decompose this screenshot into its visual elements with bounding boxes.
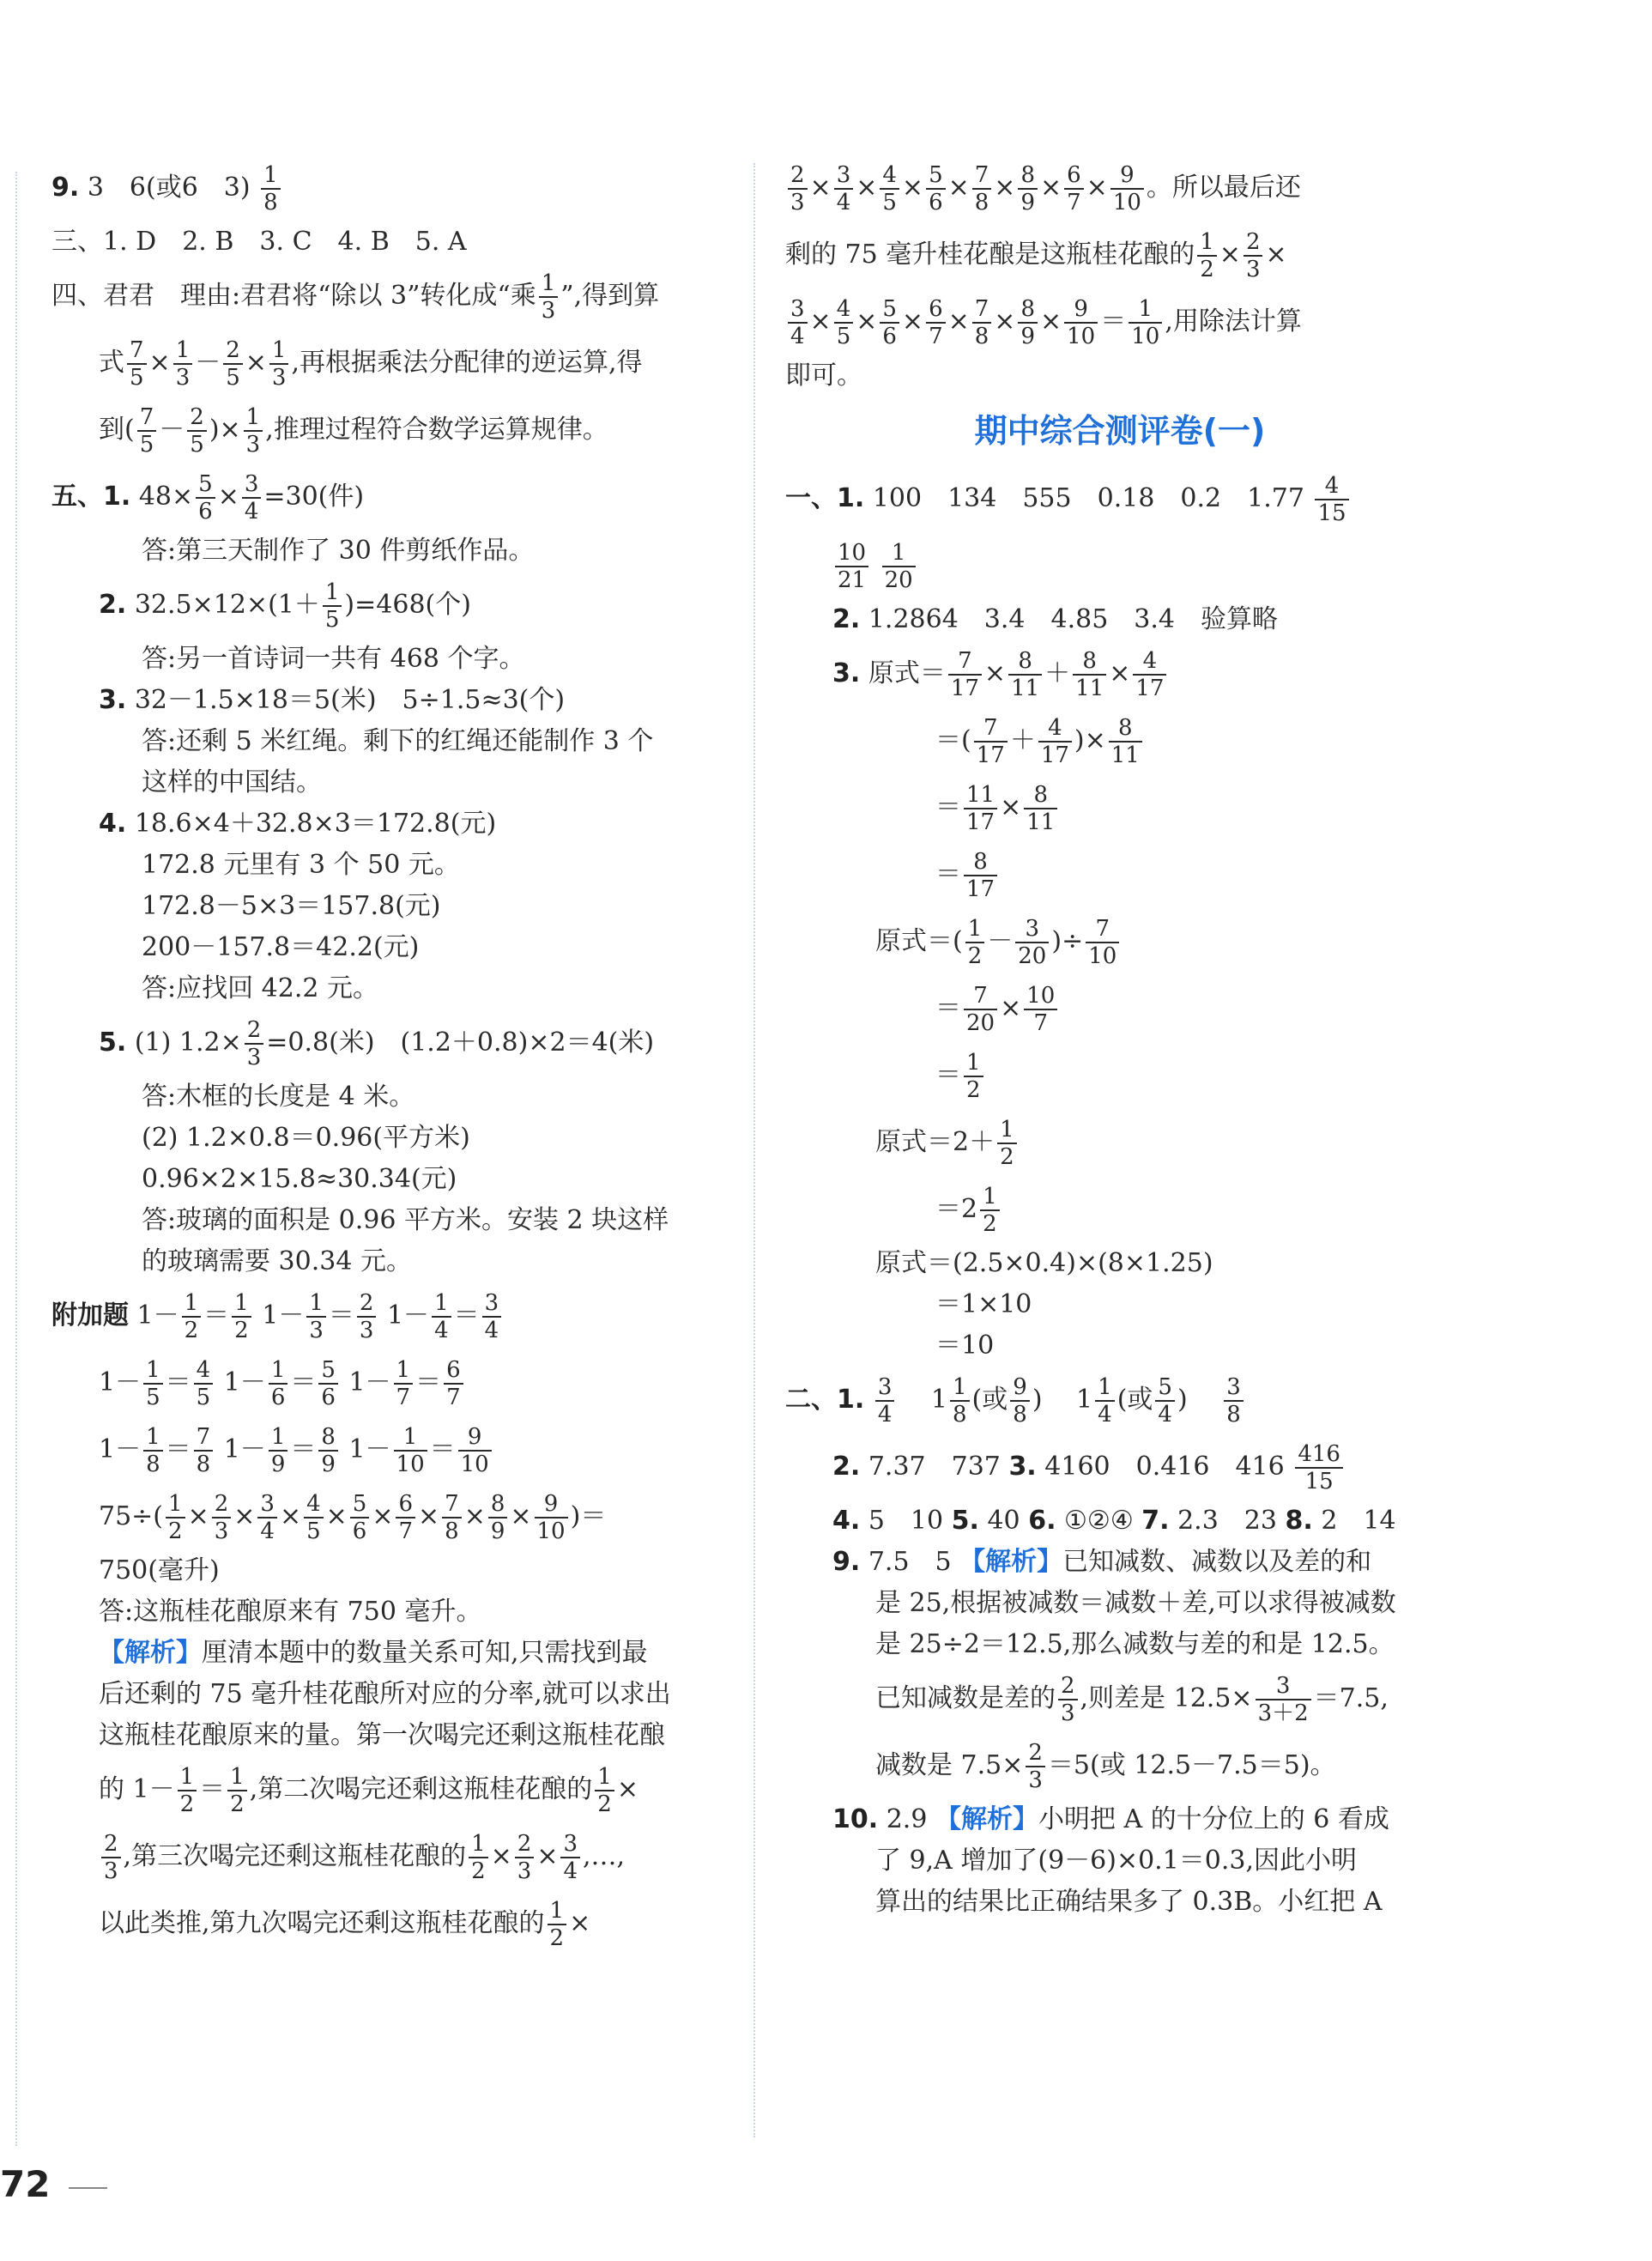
fraction: $\frac{1}{2}$ — [182, 1290, 202, 1343]
analysis-text: 算出的结果比正确结果多了 0.3B。小红把 A — [875, 1887, 1383, 1917]
fraction: $\frac{3}{4}$ — [875, 1374, 895, 1428]
fraction: $\frac{4}{17}$ — [1133, 648, 1166, 701]
fraction: $\frac{3}{4}$ — [834, 162, 854, 215]
fraction: $\frac{5}{6}$ — [880, 296, 899, 349]
answer-values: 1.2864 3.4 4.85 3.4 验算略 — [868, 604, 1279, 634]
analysis-text: 已知减数是差的 — [875, 1683, 1056, 1713]
answer-values: 7.37 737 — [868, 1452, 1001, 1482]
left-column — [51, 155, 738, 1957]
extra-line1: 附加题 1－ $\frac{1}{2}$ ＝ $\frac{1}{2}$ 1－ $\frac{1}{3}$ ＝ $\frac{2}{3}$ 1－ $\frac{1}{4}$ ＝ $\frac{3}{4}$ — [51, 1282, 738, 1349]
page-number-rule — [69, 2187, 107, 2189]
section5-q1: 五、1. 48× $\frac{5}{6}$ × $\frac{3}{4}$ =30(件) — [51, 471, 365, 524]
fraction: $\frac{4}{15}$ — [1315, 473, 1348, 526]
fraction: $\frac{9}{10}$ — [458, 1424, 492, 1477]
fraction: $\frac{2}{3}$ — [357, 1290, 377, 1343]
calc-label: 原式 — [875, 1127, 927, 1157]
section4-text: 四、君君 理由:君君将“除以 3”转化成“乘 — [51, 281, 536, 311]
part2-q2-q3 — [785, 1434, 1455, 1500]
q9-text: 3 6(或6 3) — [87, 173, 251, 203]
analysis-text: 后还剩的 75 毫升桂花酿所对应的分率,就可以求出 — [99, 1679, 671, 1709]
q-number: 2. — [832, 1452, 861, 1482]
calc-text: ＝1×10 — [935, 1289, 1032, 1319]
q5-line — [51, 1159, 738, 1200]
fraction: $\frac{1}{2}$ — [980, 1184, 1000, 1237]
fraction: $\frac{1}{3}$ — [173, 337, 193, 391]
fraction: $\frac{2}{3}$ — [515, 1831, 535, 1884]
fraction: $\frac{7}{8}$ — [442, 1491, 462, 1544]
analysis-text: 减数是 7.5× — [875, 1750, 1024, 1780]
fraction: $\frac{3}{3+2}$ — [1256, 1673, 1311, 1726]
fraction: $\frac{9}{8}$ — [1010, 1374, 1030, 1428]
equation-text: 750(毫升) — [99, 1555, 220, 1585]
q5-number: 5. — [99, 1027, 127, 1058]
answer-text: 答:另一首诗词一共有 468 个字。 — [142, 644, 525, 674]
q-number: 6. — [1028, 1506, 1056, 1536]
q-number: 7. — [1141, 1506, 1170, 1536]
fraction: $\frac{1}{2}$ — [964, 1050, 983, 1103]
fraction: $\frac{3}{4}$ — [788, 296, 808, 349]
fraction: $\frac{1}{2}$ — [997, 1117, 1017, 1170]
q-number: 5. — [951, 1506, 979, 1536]
analysis-text: 以此类推,第九次喝完还剩这瓶桂花酿的 — [99, 1908, 545, 1938]
fraction: $\frac{8}{9}$ — [1018, 296, 1038, 349]
part1-number: 一、1. — [785, 483, 865, 513]
analysis-text: ,则差是 12.5× — [1080, 1683, 1253, 1713]
answer-values: 4160 0.416 416 — [1044, 1452, 1285, 1482]
analysis-text: ＝5(或 12.5－7.5＝5)。 — [1047, 1750, 1336, 1780]
continued-line1: $\frac{2}{3}$ × $\frac{3}{4}$ × $\frac{4}{5}$ × $\frac{5}{6}$ × $\frac{7}{8}$ × $\frac{8}{9}$ × $\frac{6}{7}$ × $\frac{9}{10}$ 。所以最后还 — [785, 155, 1455, 221]
q4-line — [51, 927, 738, 968]
fraction: $\frac{7}{8}$ — [972, 162, 992, 215]
fraction: $\frac{4}{5}$ — [194, 1357, 214, 1410]
answer-values: 2 14 — [1321, 1506, 1396, 1536]
fraction: $\frac{1}{4}$ — [432, 1290, 451, 1343]
fraction: $\frac{7}{17}$ — [948, 648, 982, 701]
q2-line: 2. 32.5×12×(1＋ $\frac{1}{5}$ )=468(个) — [99, 579, 471, 633]
fraction: $\frac{8}{11}$ — [1073, 648, 1106, 701]
fraction: $\frac{4}{17}$ — [1038, 715, 1072, 768]
fraction: $\frac{2}{3}$ — [1026, 1740, 1045, 1793]
answer-text: 答:玻璃的面积是 0.96 平方米。安装 2 块这样 — [142, 1205, 669, 1235]
section3-line — [51, 221, 738, 263]
answer-line — [51, 762, 738, 803]
fraction: $\frac{1}{10}$ — [394, 1424, 427, 1477]
answer-text: 这样的中国结。 — [142, 767, 322, 797]
analysis-text: 厘清本题中的数量关系可知,只需找到最 — [202, 1638, 648, 1668]
section4-line1 — [51, 263, 738, 330]
answer-values: 40 — [987, 1506, 1020, 1536]
calc-step: ＝ $\frac{11}{17}$ × $\frac{8}{11}$ — [785, 774, 1455, 841]
equation-text: 200－157.8＝42.2(元) — [142, 932, 420, 962]
calc-text: ＝10 — [935, 1331, 995, 1361]
answer-values: 7.5 5 — [868, 1547, 952, 1577]
fraction: $\frac{8}{9}$ — [488, 1491, 508, 1544]
section4-text: ”,得到算 — [560, 281, 660, 311]
fraction: $\frac{1}{3}$ — [306, 1290, 326, 1343]
fraction: $\frac{1}{2}$ — [232, 1290, 251, 1343]
fraction: $\frac{8}{9}$ — [1018, 162, 1038, 215]
equation-text: =0.8(米) (1.2＋0.8)×2＝4(米) — [266, 1027, 655, 1058]
fraction: $\frac{416}{15}$ — [1295, 1441, 1343, 1494]
fraction: $\frac{3}{4}$ — [242, 471, 262, 524]
analysis-text: 即可。 — [785, 361, 862, 391]
fraction: $\frac{6}{7}$ — [396, 1491, 415, 1544]
q-number: 4. — [832, 1506, 861, 1536]
fraction: $\frac{5}{6}$ — [196, 471, 215, 524]
extra-line5 — [51, 1550, 738, 1591]
fraction: $\frac{1}{4}$ — [1095, 1374, 1115, 1428]
q3-number: 3. — [99, 685, 127, 715]
fraction: $\frac{2}{3}$ — [1058, 1673, 1078, 1726]
equation-text: 0.96×2×15.8≈30.34(元) — [142, 1164, 457, 1194]
fraction: $\frac{4}{5}$ — [880, 162, 899, 215]
q5-line — [51, 1076, 738, 1118]
fraction: $\frac{3}{8}$ — [1224, 1374, 1244, 1428]
calc-step: ＝ $\frac{1}{2}$ — [785, 1042, 1455, 1109]
answer-line — [51, 721, 738, 762]
fraction: $\frac{1}{7}$ — [394, 1357, 414, 1410]
part2-q1: 二、1. $\frac{3}{4}$ 1 $\frac{1}{8}$ (或 $\frac{9}{8}$ ) 1 $\frac{1}{4}$ (或 $\frac{5}{4}$ ) $\frac{3}{8}$ — [785, 1367, 1455, 1434]
fraction: $\frac{5}{6}$ — [926, 162, 946, 215]
q9-analysis — [785, 1624, 1455, 1665]
fraction: $\frac{2}{3}$ — [1244, 229, 1263, 282]
analysis-text: 小明把 A 的十分位上的 6 看成 — [1038, 1804, 1389, 1834]
q9-line — [51, 155, 738, 221]
column-divider — [753, 163, 755, 2137]
part1-q1-cont — [785, 532, 1455, 599]
calc4-line — [785, 1243, 1455, 1284]
analysis-text: 已知减数、减数以及差的和 — [1062, 1547, 1372, 1577]
fraction: $\frac{1}{2}$ — [548, 1898, 567, 1951]
q9-analysis — [785, 1732, 1455, 1799]
q5-line — [51, 1118, 738, 1159]
q-number: 8. — [1285, 1506, 1313, 1536]
analysis-line5: $\frac{2}{3}$ ,第三次喝完还剩这瓶桂花酿的 $\frac{1}{2}$ × $\frac{2}{3}$ × $\frac{3}{4}$ ,…, — [51, 1823, 738, 1890]
left-margin-rule — [15, 172, 17, 2146]
fraction: $\frac{1}{5}$ — [323, 579, 342, 633]
q5-line — [51, 1009, 738, 1076]
equation-text: 32.5×12× — [134, 590, 269, 620]
calc-step: ＝ $\frac{8}{17}$ — [785, 841, 1455, 908]
fraction: $\frac{5}{6}$ — [350, 1491, 370, 1544]
fraction: $\frac{7}{8}$ — [194, 1424, 214, 1477]
q9-analysis — [785, 1665, 1455, 1732]
answer-values: ①②④ — [1064, 1506, 1134, 1536]
analysis-tag: 【解析】 — [959, 1547, 1063, 1577]
calc2-line: 原式＝( $\frac{1}{2}$ － $\frac{3}{20}$ )÷ $\frac{7}{10}$ — [785, 908, 1455, 975]
q4-line — [51, 886, 738, 927]
fraction: $\frac{1}{2}$ — [178, 1764, 197, 1817]
continued-line2: 剩的 75 毫升桂花酿是这瓶桂花酿的 $\frac{1}{2}$ × $\frac{2}{3}$ × — [785, 229, 1287, 282]
answer-text: 答:还剩 5 米红绳。剩下的红绳还能制作 3 个 — [142, 726, 654, 756]
answer-values: 2.3 23 — [1177, 1506, 1277, 1536]
section4-text: 到 — [99, 415, 124, 445]
q4-line — [51, 968, 738, 1009]
analysis-line2 — [51, 1674, 738, 1715]
answer-text: 答:木框的长度是 4 米。 — [142, 1082, 415, 1112]
calc-text: ＝(2.5×0.4)×(8×1.25) — [927, 1248, 1213, 1278]
fraction: $\frac{8}{11}$ — [1024, 782, 1057, 835]
answer-values: 2.9 — [886, 1804, 928, 1834]
q3-line — [51, 680, 738, 721]
continued-line3: $\frac{3}{4}$ × $\frac{4}{5}$ × $\frac{5}{6}$ × $\frac{6}{7}$ × $\frac{7}{8}$ × $\frac{8}{9}$ × $\frac{9}{10}$ ＝ $\frac{1}{10}$ ,用除法计算 — [785, 288, 1455, 355]
fraction: $\frac{5}{4}$ — [1155, 1374, 1175, 1428]
equation-text: 172.8－5×3＝157.8(元) — [142, 891, 441, 921]
part1-q3: 3. 原式＝ $\frac{7}{17}$ × $\frac{8}{11}$ ＋ $\frac{8}{11}$ × $\frac{4}{17}$ — [785, 640, 1455, 707]
fraction: $\frac{3}{4}$ — [560, 1831, 580, 1884]
fraction: $\frac{2}{5}$ — [187, 404, 207, 458]
section4-text: ,再根据乘法分配律的逆运算,得 — [291, 348, 643, 378]
page-number: 72 — [0, 2163, 51, 2205]
equation-text: (1) 1.2× — [134, 1027, 242, 1058]
analysis-line1 — [51, 1633, 738, 1674]
calc-step: ＝2 $\frac{1}{2}$ — [785, 1176, 1455, 1243]
part2-q10 — [785, 1799, 1455, 1840]
fraction: $\frac{2}{3}$ — [212, 1491, 232, 1544]
fraction: $\frac{9}{10}$ — [535, 1491, 568, 1544]
calc-label: 原式 — [875, 926, 927, 956]
fraction: $\frac{1}{8}$ — [950, 1374, 970, 1428]
extra-line4: 75÷( $\frac{1}{2}$ × $\frac{2}{3}$ × $\frac{3}{4}$ × $\frac{4}{5}$ × $\frac{5}{6}$ × $\frac{6}{7}$ × $\frac{7}{8}$ × $\frac{8}{9}$ × $\frac{9}{10}$ )＝ — [99, 1491, 607, 1544]
equation-text: =468(个) — [354, 590, 471, 620]
fraction: $\frac{2}{3}$ — [245, 1017, 264, 1070]
analysis-text: ＝7.5, — [1313, 1683, 1389, 1713]
q-number: 3. — [1008, 1452, 1037, 1482]
q-number: 3. — [832, 658, 861, 688]
q4-line — [51, 803, 738, 845]
analysis-text: 剩的 75 毫升桂花酿是这瓶桂花酿的 — [785, 239, 1195, 270]
analysis-text: ,第三次喝完还剩这瓶桂花酿的 — [123, 1841, 467, 1871]
fraction: $\frac{1}{6}$ — [269, 1357, 288, 1410]
fraction: $\frac{6}{7}$ — [1064, 162, 1084, 215]
analysis-line4: 的 1－ $\frac{1}{2}$ ＝ $\frac{1}{2}$ ,第二次喝完还剩这瓶桂花酿的 $\frac{1}{2}$ × — [99, 1764, 638, 1817]
fraction: $\frac{2}{5}$ — [223, 337, 243, 391]
fraction: $\frac{4}{5}$ — [834, 296, 854, 349]
extra-answer — [51, 1591, 738, 1633]
fraction: $\frac{1}{5}$ — [143, 1357, 163, 1410]
fraction: $\frac{8}{9}$ — [318, 1424, 338, 1477]
analysis-text: 了 9,A 增加了(9－6)×0.1＝0.3,因此小明 — [875, 1846, 1358, 1876]
q5-line — [51, 1241, 738, 1282]
fraction: $\frac{6}{7}$ — [926, 296, 946, 349]
fraction: $\frac{1}{9}$ — [269, 1424, 288, 1477]
analysis-text: 的 1－ — [99, 1774, 175, 1804]
analysis-line3 — [51, 1715, 738, 1756]
fraction: $\frac{9}{10}$ — [1110, 162, 1144, 215]
q-number: 9. — [832, 1547, 861, 1577]
calc-label: 原式 — [875, 1248, 927, 1278]
fraction: $\frac{1}{2}$ — [469, 1831, 488, 1884]
fraction: $\frac{8}{11}$ — [1008, 648, 1042, 701]
answer-values: 5 10 — [868, 1506, 944, 1536]
analysis-tag: 【解析】 — [935, 1804, 1038, 1834]
fraction: $\frac{1}{3}$ — [244, 404, 263, 458]
fraction: $\frac{1}{8}$ — [261, 162, 281, 215]
fraction: $\frac{5}{6}$ — [318, 1357, 338, 1410]
fraction: $\frac{7}{10}$ — [1086, 916, 1119, 969]
extra-line2: 1－ $\frac{1}{5}$ ＝ $\frac{4}{5}$ 1－ $\frac{1}{6}$ ＝ $\frac{5}{6}$ 1－ $\frac{1}{7}$ ＝ $\frac{6}{7}$ — [51, 1349, 738, 1416]
fraction: $\frac{3}{20}$ — [1015, 916, 1049, 969]
extra-title: 附加题 — [51, 1300, 129, 1331]
q2-number: 2. — [99, 590, 127, 620]
fraction: $\frac{3}{4}$ — [257, 1491, 277, 1544]
q9-analysis — [785, 1583, 1455, 1624]
analysis-tag: 【解析】 — [99, 1638, 202, 1668]
fraction: $\frac{7}{8}$ — [972, 296, 992, 349]
analysis-text: 这瓶桂花酿原来的量。第一次喝完还剩这瓶桂花酿 — [99, 1720, 665, 1750]
analysis-line6: 以此类推,第九次喝完还剩这瓶桂花酿的 $\frac{1}{2}$ × — [99, 1898, 591, 1951]
answer-line — [51, 530, 738, 572]
part1-q1 — [785, 465, 1455, 532]
equation-text: =30(件) — [263, 482, 365, 512]
fraction: $\frac{4}{5}$ — [304, 1491, 324, 1544]
right-column — [785, 155, 1455, 1923]
q4-number: 4. — [99, 809, 127, 839]
q10-analysis — [785, 1882, 1455, 1923]
q-number: 10. — [832, 1804, 879, 1834]
equation-text: (2) 1.2×0.8＝0.96(平方米) — [142, 1123, 470, 1153]
calc-step: ＝( $\frac{7}{17}$ ＋ $\frac{4}{17}$ )× $\frac{8}{11}$ — [785, 707, 1455, 774]
equation-text: 172.8 元里有 3 个 50 元。 — [142, 850, 460, 880]
section-title: 期中综合测评卷(一) — [974, 412, 1266, 450]
answer-text: 答:这瓶桂花酿原来有 750 毫升。 — [99, 1597, 482, 1627]
fraction: $\frac{1}{2}$ — [965, 916, 985, 969]
fraction: $\frac{1}{2}$ — [595, 1764, 614, 1817]
fraction: $\frac{3}{4}$ — [482, 1290, 502, 1343]
section4-text: ,推理过程符合数学运算规律。 — [265, 415, 608, 445]
fraction: $\frac{9}{10}$ — [1064, 296, 1098, 349]
part1-q2 — [785, 599, 1455, 640]
fraction: $\frac{7}{5}$ — [137, 404, 157, 458]
calc-step: ＝ $\frac{7}{20}$ × $\frac{10}{7}$ — [785, 975, 1455, 1042]
fraction: $\frac{2}{3}$ — [788, 162, 808, 215]
fraction: $\frac{1}{2}$ — [1197, 229, 1217, 282]
fraction: $\frac{7}{17}$ — [974, 715, 1008, 768]
fraction: $\frac{1}{3}$ — [269, 337, 289, 391]
answer-text: 答:应找回 42.2 元。 — [142, 973, 378, 1003]
section4-line3: 到( $\frac{7}{5}$ － $\frac{2}{5}$ )× $\frac{1}{3}$ ,推理过程符合数学运算规律。 — [99, 404, 608, 458]
section5-number: 五、1. — [51, 482, 131, 512]
fraction: $\frac{1}{2}$ — [166, 1491, 185, 1544]
fraction: $\frac{7}{5}$ — [127, 337, 147, 391]
section4-line2: 式 $\frac{7}{5}$ × $\frac{1}{3}$ － $\frac{2}{5}$ × $\frac{1}{3}$ ,再根据乘法分配律的逆运算,得 — [99, 337, 643, 391]
fraction: $\frac{11}{17}$ — [964, 782, 997, 835]
calc-step — [785, 1284, 1455, 1325]
q5-line — [51, 1200, 738, 1241]
analysis-text: ,第二次喝完还剩这瓶桂花酿的 — [249, 1774, 593, 1804]
fraction: $\frac{10}{7}$ — [1024, 983, 1057, 1036]
fraction: $\frac{8}{17}$ — [964, 849, 997, 902]
analysis-text: 是 25÷2＝12.5,那么减数与差的和是 12.5。 — [875, 1629, 1395, 1659]
fraction: $\frac{10}{21}$ — [835, 540, 868, 593]
fraction: $\frac{1}{3}$ — [539, 270, 559, 324]
section3-text: 三、1. D 2. B 3. C 4. B 5. A — [51, 227, 467, 257]
fraction: $\frac{2}{3}$ — [101, 1831, 121, 1884]
part2-q9 — [785, 1542, 1455, 1583]
answer-text: 答:第三天制作了 30 件剪纸作品。 — [142, 536, 535, 566]
calc-label: 原式 — [868, 658, 920, 688]
answer-values: 100 134 555 0.18 0.2 1.77 — [872, 483, 1304, 513]
q-number: 2. — [832, 604, 861, 634]
fraction: $\frac{1}{2}$ — [227, 1764, 247, 1817]
fraction: $\frac{1}{8}$ — [143, 1424, 163, 1477]
equation-text: 32－1.5×18＝5(米) 5÷1.5≈3(个) — [134, 685, 566, 715]
part2-number: 二、1. — [785, 1385, 865, 1415]
calc-step — [785, 1325, 1455, 1367]
section4-text: 式 — [99, 348, 124, 378]
q9-number: 9. — [51, 173, 80, 203]
equation-text: 18.6×4＋32.8×3＝172.8(元) — [134, 809, 497, 839]
fraction: $\frac{1}{20}$ — [882, 540, 916, 593]
part2-q4-q8 — [785, 1500, 1455, 1542]
analysis-text: 。所以最后还 — [1146, 173, 1301, 203]
q4-line — [51, 845, 738, 886]
fraction: $\frac{7}{20}$ — [964, 983, 997, 1036]
extra-line3: 1－ $\frac{1}{8}$ ＝ $\frac{7}{8}$ 1－ $\frac{1}{9}$ ＝ $\frac{8}{9}$ 1－ $\frac{1}{10}$ ＝ $\frac{9}{10}$ — [51, 1416, 738, 1483]
fraction: $\frac{6}{7}$ — [444, 1357, 463, 1410]
calc3-line: 原式＝2＋ $\frac{1}{2}$ — [785, 1109, 1455, 1176]
q10-analysis — [785, 1840, 1455, 1882]
answer-text: 的玻璃需要 30.34 元。 — [142, 1246, 412, 1276]
analysis-text: ,用除法计算 — [1165, 306, 1302, 336]
fraction: $\frac{8}{11}$ — [1109, 715, 1142, 768]
continued-line4 — [785, 355, 1455, 397]
fraction: $\frac{1}{10}$ — [1129, 296, 1162, 349]
analysis-text: 是 25,根据被减数＝减数＋差,可以求得被减数 — [875, 1588, 1396, 1618]
answer-line — [51, 639, 738, 680]
